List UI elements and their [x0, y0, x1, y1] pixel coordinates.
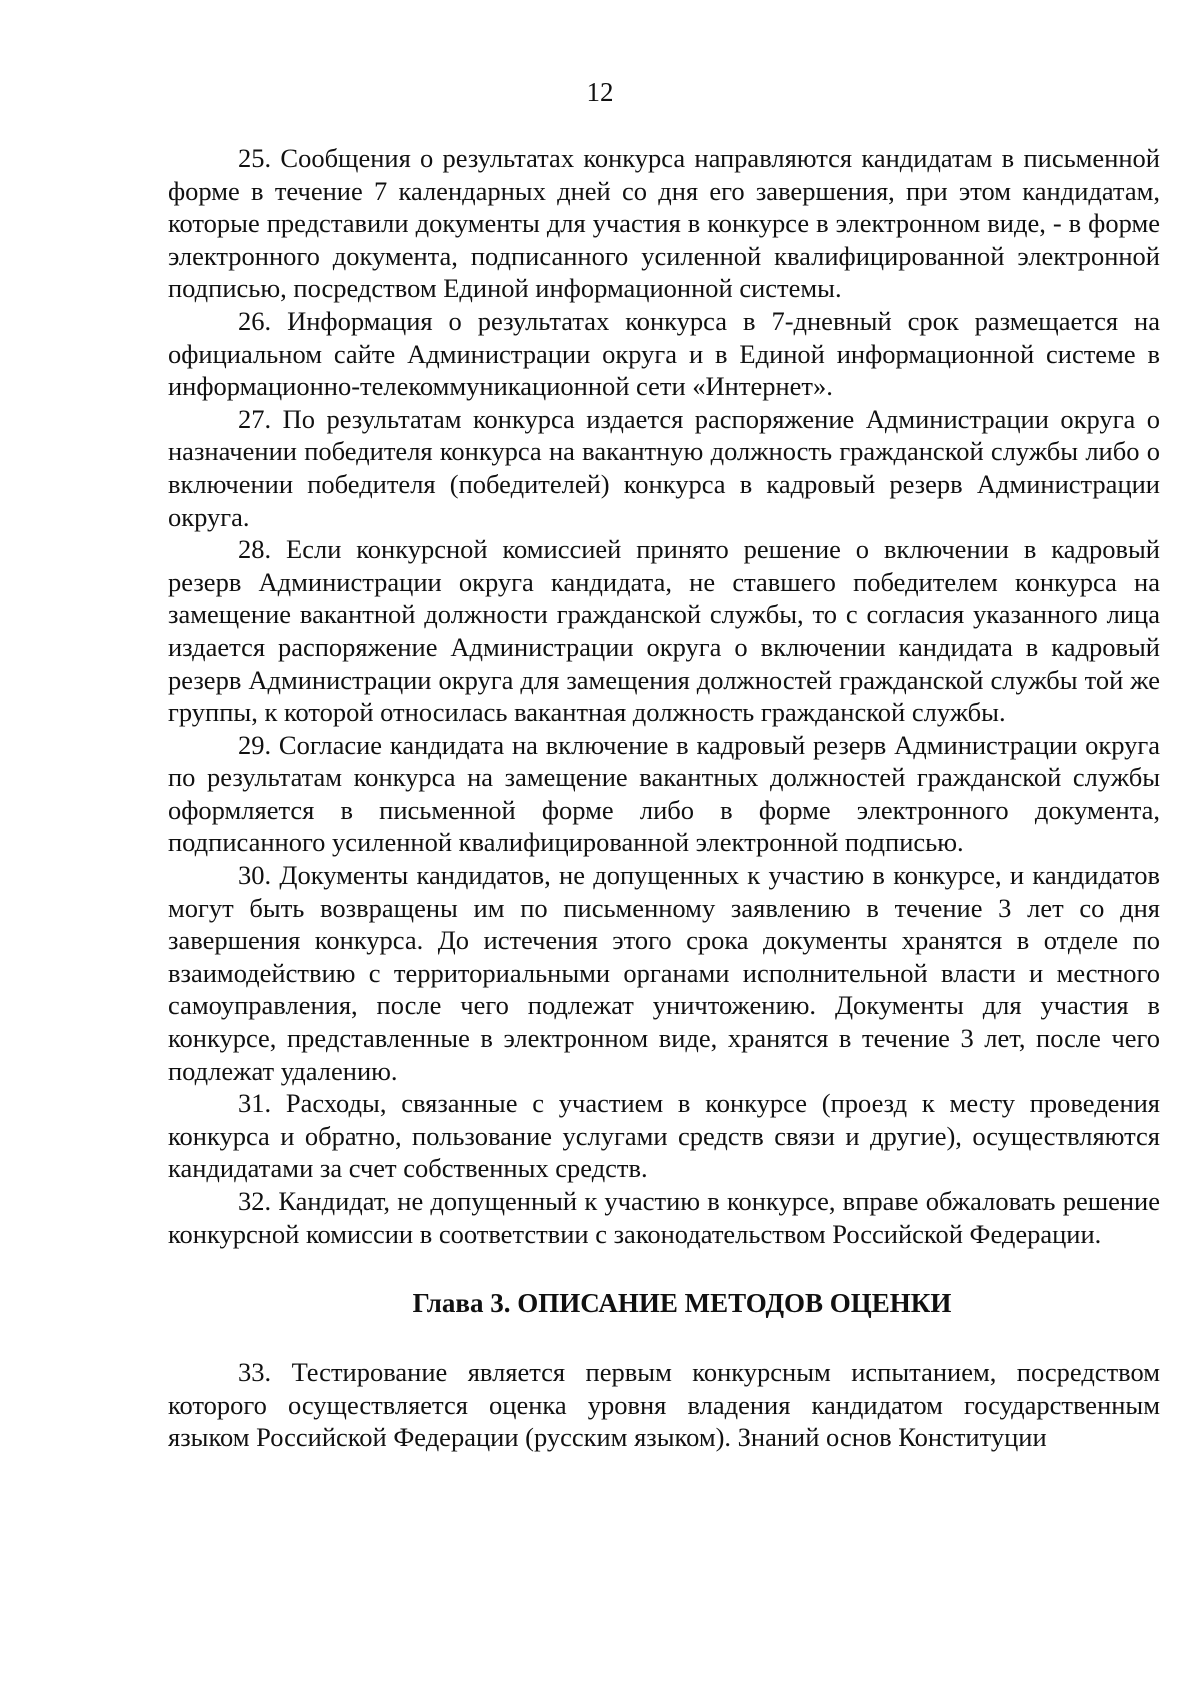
- paragraph-28: 28. Если конкурсной комиссией принято решение о включении в кадровый резерв Администрации округа кандидата, не ставшего победителем конкурса на замещение вакантной должности гражданской службы, то с согласия указанного лица издается распоряжение Администрации округа о включении кандидата в кадровый резерв Администрации округа для замещения должностей гражданской службы той же группы, к которой относилась вакантная должность гражданской службы.: [168, 534, 1160, 728]
- paragraph-30: 30. Документы кандидатов, не допущенных к участию в конкурсе, и кандидатов могут быть возвращены им по письменному заявлению в течение 3 лет со дня завершения конкурса. До истечения этого срока документы хранятся в отделе по взаимодействию с территориальными органами исполнительной власти и местного самоуправления, после чего подлежат уничтожению. Документы для участия в конкурсе, представленные в электронном виде, хранятся в течение 3 лет, после чего подлежат удалению.: [168, 860, 1160, 1086]
- page-number: 12: [586, 77, 614, 107]
- paragraph-29: 29. Согласие кандидата на включение в кадровый резерв Администрации округа по результатам конкурса на замещение вакантных должностей гражданской службы оформляется в письменной форме либо в форме электронного документа, подписанного усиленной квалифицированной электронной подписью.: [168, 729, 1160, 858]
- paragraph-32: 32. Кандидат, не допущенный к участию в конкурсе, вправе обжаловать решение конкурсной комиссии в соответствии с законодательством Российской Федерации.: [168, 1186, 1160, 1249]
- paragraph-27: 27. По результатам конкурса издается распоряжение Администрации округа о назначении победителя конкурса на вакантную должность гражданской службы либо о включении победителя (победителей) конкурса в кадровый резерв Администрации округа.: [168, 403, 1160, 532]
- paragraph-25: 25. Сообщения о результатах конкурса направляются кандидатам в письменной форме в течение 7 календарных дней со дня его завершения, при этом кандидатам, которые представили документы для участия в конкурсе в электронном виде, - в форме электронного документа, подписанного усиленной квалифицированной электронной подписью, посредством Единой информационной системы.: [168, 143, 1160, 304]
- chapter-title: Глава 3. ОПИСАНИЕ МЕТОДОВ ОЦЕНКИ: [412, 1288, 952, 1319]
- paragraph-33: 33. Тестирование является первым конкурсным испытанием, посредством которого осуществляется оценка уровня владения кандидатом государственным языком Российской Федерации (русским языком). Знаний основ Конституции: [168, 1357, 1160, 1453]
- paragraph-31: 31. Расходы, связанные с участием в конкурсе (проезд к месту проведения конкурса и обратно, пользование услугами средств связи и другие), осуществляются кандидатами за счет собственных средств.: [168, 1088, 1160, 1184]
- paragraph-26: 26. Информация о результатах конкурса в 7-дневный срок размещается на официальном сайте Администрации округа и в Единой информационной системе в информационно-телекоммуникационной сети «Интернет».: [168, 305, 1160, 402]
- document-body: [168, 142, 1160, 1454]
